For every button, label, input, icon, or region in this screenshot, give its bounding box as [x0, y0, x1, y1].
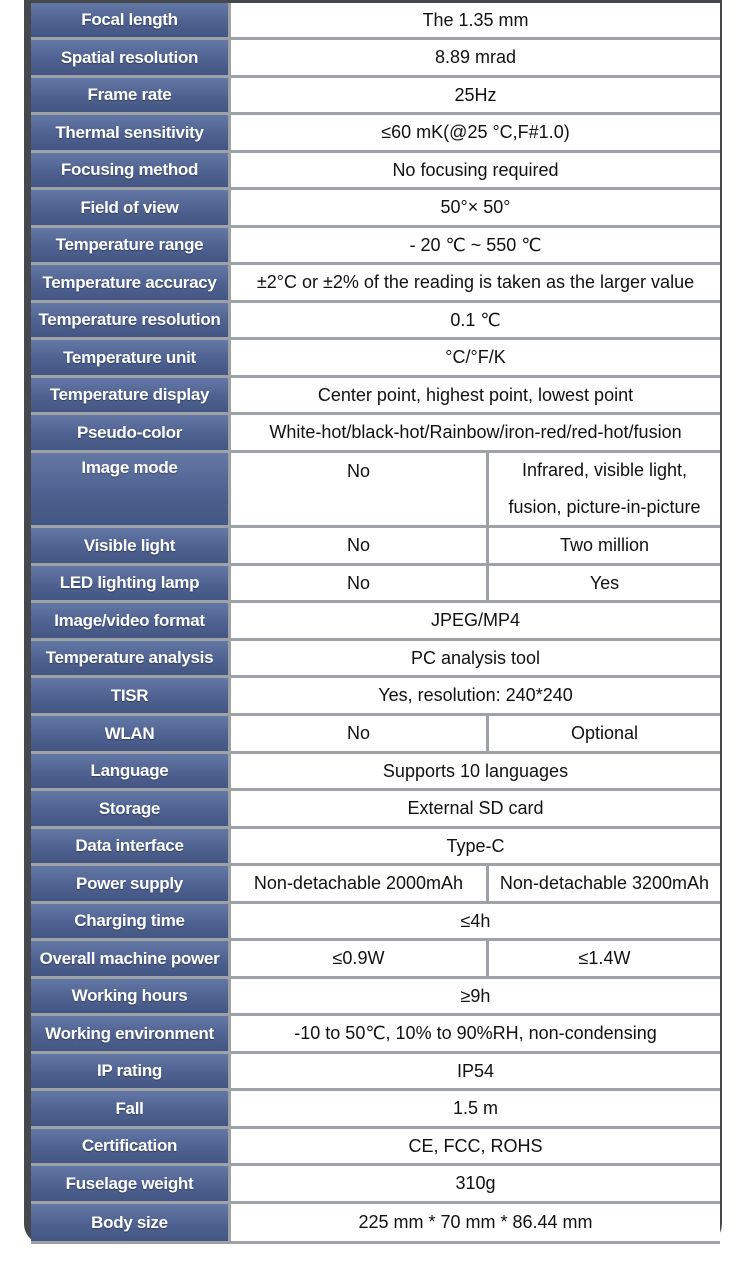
row-value: Yes, resolution: 240*240: [231, 678, 720, 713]
row-value-line: Infrared, visible light,: [521, 460, 688, 480]
row-value-left: No: [231, 453, 486, 525]
row-label: WLAN: [31, 716, 228, 751]
row-value: °C/°F/K: [231, 340, 720, 375]
row-value: External SD card: [231, 791, 720, 826]
row-value: PC analysis tool: [231, 641, 720, 675]
row-value: 225 mm * 70 mm * 86.44 mm: [231, 1204, 720, 1241]
table-row: [31, 566, 720, 603]
table-row: [31, 829, 720, 866]
table-row: [31, 78, 720, 115]
row-value-right: Non-detachable 3200mAh: [489, 866, 720, 901]
row-value: ≤60 mK(@25 °C,F#1.0): [231, 115, 720, 150]
row-label: Fall: [31, 1091, 228, 1126]
table-row: [31, 115, 720, 153]
row-label: Temperature resolution: [31, 303, 228, 337]
table-row: [31, 1054, 720, 1091]
row-value-right: Yes: [489, 566, 720, 600]
row-value: 0.1 ℃: [231, 303, 720, 337]
table-row: [31, 979, 720, 1016]
row-label: Language: [31, 754, 228, 788]
row-label: LED lighting lamp: [31, 566, 228, 600]
row-value-left: No: [231, 716, 486, 751]
row-label: Data interface: [31, 829, 228, 863]
table-row: [31, 3, 720, 40]
row-label: Temperature display: [31, 378, 228, 412]
table-row: [31, 190, 720, 228]
row-value: 25Hz: [231, 78, 720, 112]
row-label: Certification: [31, 1129, 228, 1163]
row-value-left: No: [231, 566, 486, 600]
table-row: [31, 603, 720, 641]
table-row: [31, 415, 720, 453]
row-value: IP54: [231, 1054, 720, 1088]
table-row: [31, 1129, 720, 1166]
row-label: Working environment: [31, 1016, 228, 1051]
row-label: Body size: [31, 1204, 228, 1241]
row-label: IP rating: [31, 1054, 228, 1088]
row-value-right: [489, 453, 720, 525]
table-row: [31, 1016, 720, 1054]
row-value: Supports 10 languages: [231, 754, 720, 788]
row-value: White-hot/black-hot/Rainbow/iron-red/red-hot/fusion: [231, 415, 720, 450]
table-row: [31, 866, 720, 904]
row-label: Temperature range: [31, 228, 228, 262]
row-value-left: No: [231, 528, 486, 563]
row-value: JPEG/MP4: [231, 603, 720, 638]
table-row: [31, 941, 720, 979]
row-label: Storage: [31, 791, 228, 826]
row-value: 8.89 mrad: [231, 40, 720, 75]
table-row: [31, 228, 720, 265]
table-row: [31, 754, 720, 791]
table-row: [31, 716, 720, 754]
table-row: [31, 265, 720, 303]
row-label: Fuselage weight: [31, 1166, 228, 1201]
row-label: Frame rate: [31, 78, 228, 112]
row-label: Pseudo-color: [31, 415, 228, 450]
row-label: Power supply: [31, 866, 228, 901]
row-label: TISR: [31, 678, 228, 713]
row-value: 310g: [231, 1166, 720, 1201]
table-row: [31, 641, 720, 678]
table-row: [31, 303, 720, 340]
row-label: Focusing method: [31, 153, 228, 187]
table-row: [31, 40, 720, 78]
table-row: [31, 678, 720, 716]
row-value: Type-C: [231, 829, 720, 863]
row-value-right: ≤1.4W: [489, 941, 720, 976]
table-row: [31, 453, 720, 528]
table-row: [31, 1204, 720, 1244]
row-value: ≤4h: [231, 904, 720, 938]
row-value: CE, FCC, ROHS: [231, 1129, 720, 1163]
row-label: Temperature accuracy: [31, 265, 228, 300]
row-label: Image mode: [31, 453, 228, 525]
row-value: - 20 ℃ ~ 550 ℃: [231, 228, 720, 262]
row-label: Thermal sensitivity: [31, 115, 228, 150]
table-row: [31, 904, 720, 941]
row-label: Image/video format: [31, 603, 228, 638]
row-value: -10 to 50℃, 10% to 90%RH, non-condensing: [231, 1016, 720, 1051]
row-label: Temperature unit: [31, 340, 228, 375]
table-row: [31, 378, 720, 415]
row-label: Temperature analysis: [31, 641, 228, 675]
row-value: ≥9h: [231, 979, 720, 1013]
row-label: Charging time: [31, 904, 228, 938]
row-value: Center point, highest point, lowest point: [231, 378, 720, 412]
table-row: [31, 153, 720, 190]
row-value-right: Two million: [489, 528, 720, 563]
row-value: No focusing required: [231, 153, 720, 187]
table-row: [31, 791, 720, 829]
row-value: ±2°C or ±2% of the reading is taken as the larger value: [231, 265, 720, 300]
row-value: The 1.35 mm: [231, 3, 720, 37]
row-value-left: ≤0.9W: [231, 941, 486, 976]
row-label: Spatial resolution: [31, 40, 228, 75]
row-value-line: fusion, picture-in-picture: [508, 497, 701, 517]
row-label: Overall machine power: [31, 941, 228, 976]
row-label: Visible light: [31, 528, 228, 563]
row-value-left: Non-detachable 2000mAh: [231, 866, 486, 901]
row-value-right: Optional: [489, 716, 720, 751]
table-row: [31, 1166, 720, 1204]
row-label: Working hours: [31, 979, 228, 1013]
row-label: Focal length: [31, 3, 228, 37]
table-row: [31, 340, 720, 378]
table-row: [31, 528, 720, 566]
table-row: [31, 1091, 720, 1129]
row-value: 50°× 50°: [231, 190, 720, 225]
row-label: Field of view: [31, 190, 228, 225]
row-value: 1.5 m: [231, 1091, 720, 1126]
